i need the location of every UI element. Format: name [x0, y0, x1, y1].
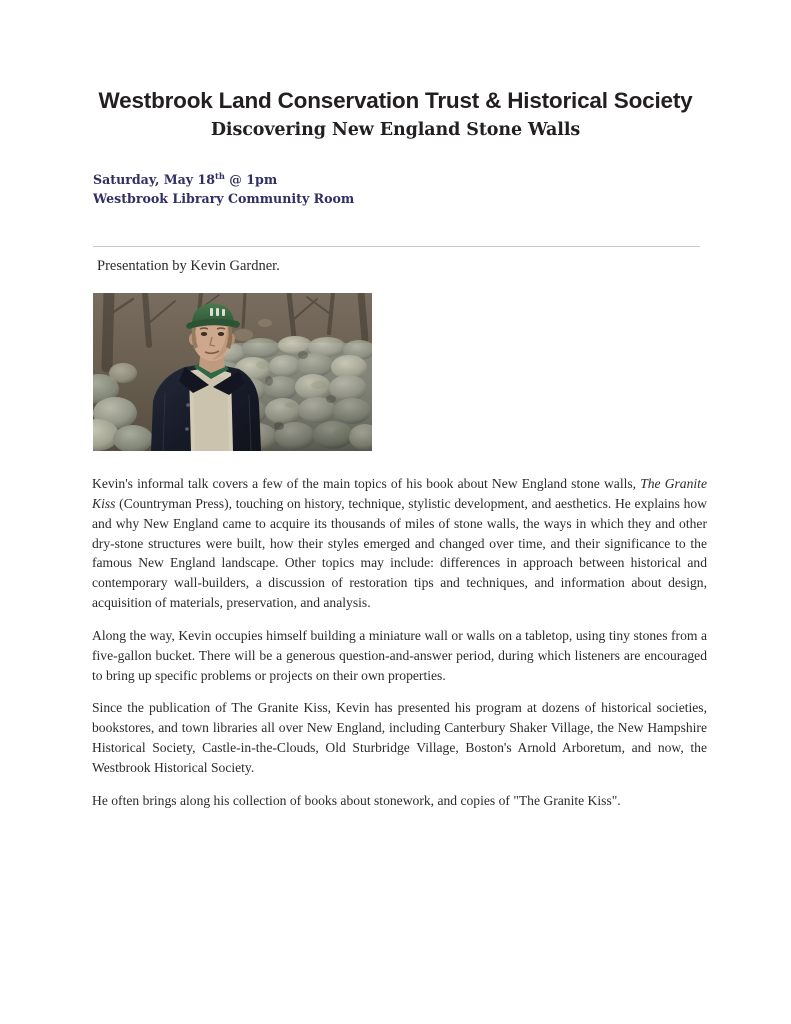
event-details — [93, 170, 354, 208]
text-run-1: Kevin's informal talk covers a few of the main topics of his book about New England stone walls, — [92, 476, 641, 491]
paragraph-2 — [92, 626, 707, 686]
organization-title: Westbrook Land Conservation Trust & Historical Society — [98, 88, 693, 113]
event-date-ordinal: th — [215, 170, 225, 181]
event-date-prefix: Saturday, May 18 — [93, 172, 216, 187]
presenter-photo-image — [93, 293, 372, 451]
document-header — [0, 88, 791, 141]
text-run-1: Along the way, Kevin occupies himself building a miniature wall or walls on a tabletop, using tiny stones from a five-gallon bucket. There will be a generous question-and-answer period, during which listeners are encouraged to bring up specific problems or projects on their own properties. — [92, 627, 707, 683]
presenter-line: Presentation by Kevin Gardner. — [97, 258, 280, 274]
text-run-1: He often brings along his collection of books about stonework, and copies of "The Granite Kiss". — [92, 792, 621, 808]
section-divider — [93, 246, 700, 247]
text-run-2: The Granite Kiss — [92, 476, 707, 511]
event-datetime — [93, 170, 354, 189]
event-subtitle: Discovering New England Stone Walls — [210, 119, 581, 140]
event-time: @ 1pm — [224, 172, 278, 187]
text-run-3: (Countryman Press), touching on history, technique, stylistic development, and aesthetics. He explains how and why New England came to acquire its thousands of miles of stone walls, the ways in which they and other dry-stone structures were built, how their styles emerged and changed over time, and their significance to the famous New England landscape. Other topics may include: differences in approach between historical and contemporary wall-builders, a discussion of restoration tips and techniques, and information about design, acquisition of materials, preservation, and analysis. — [92, 495, 707, 611]
article-body — [92, 474, 707, 811]
text-run-1: Since the publication of The Granite Kiss, Kevin has presented his program at dozens of historical societies, bookstores, and town libraries all over New England, including Canterbury Shaker Village, the New Hampshire Historical Society, Castle-in-the-Clouds, Old Sturbridge Village, Boston's Arnold Arboretum, and now, the Westbrook Historical Society. — [92, 700, 707, 775]
paragraph-3 — [92, 698, 707, 777]
paragraph-4 — [92, 791, 707, 811]
presenter-photo — [93, 293, 372, 451]
paragraph-1 — [92, 474, 707, 613]
event-location: Westbrook Library Community Room — [93, 191, 355, 207]
